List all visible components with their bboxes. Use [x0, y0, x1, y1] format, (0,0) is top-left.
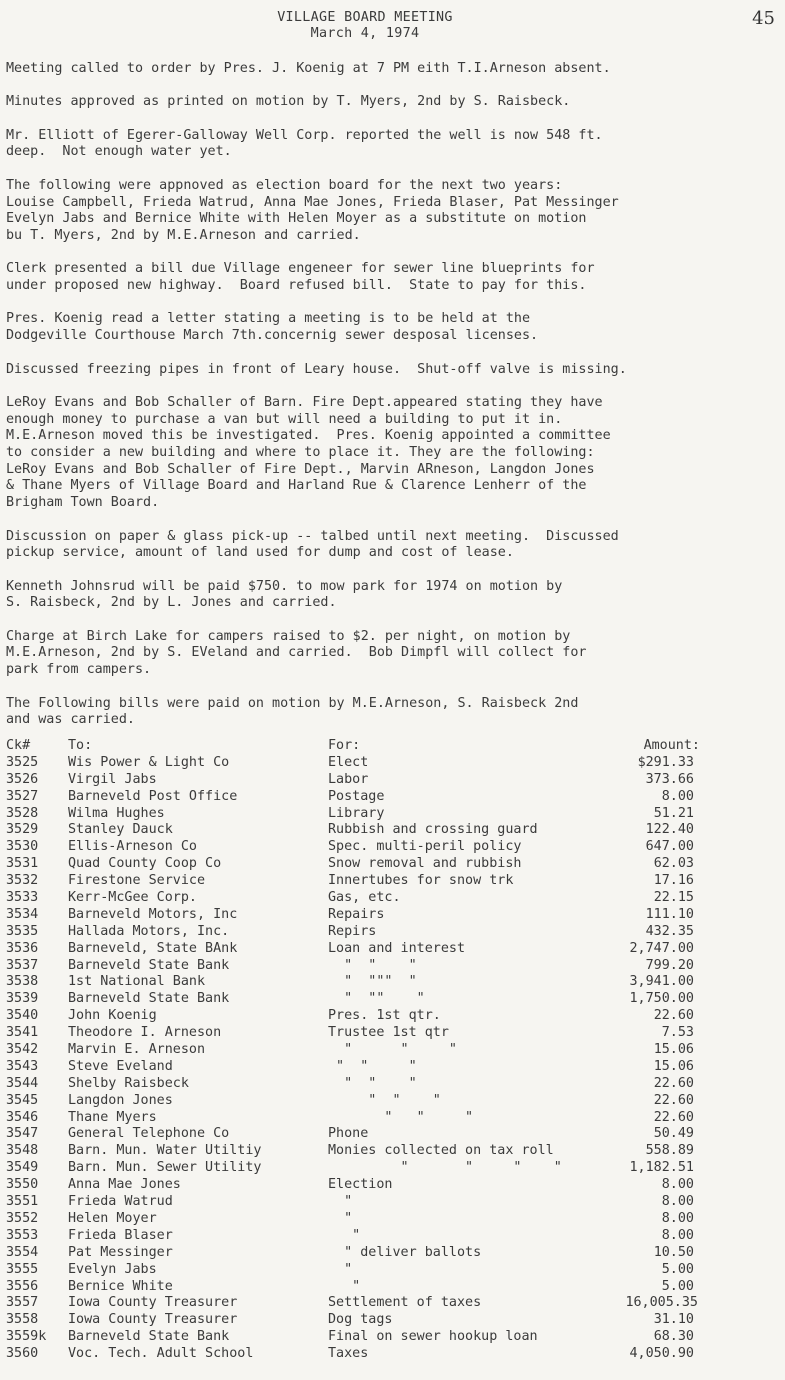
header-amount: Amount:	[643, 738, 700, 753]
payee: Langdon Jones	[68, 1092, 173, 1108]
check-number: 3536	[6, 940, 39, 956]
amount: 22.60	[653, 1092, 694, 1108]
amount: 373.66	[645, 771, 694, 787]
paragraph-bills-intro: The Following bills were paid on motion by M.E.Arneson, S. Raisbeck 2nd and was carried.	[6, 695, 579, 728]
minutes-body	[6, 61, 778, 729]
table-row	[6, 1143, 778, 1160]
payee: Marvin E. Arneson	[68, 1042, 206, 1058]
purpose: Labor	[328, 771, 369, 787]
meeting-date: March 4, 1974	[310, 26, 420, 41]
purpose: Innertubes for snow trk	[328, 873, 514, 889]
payee: Pat Messinger	[68, 1244, 173, 1260]
purpose: " " "	[328, 1075, 417, 1091]
purpose: Monies collected on tax roll	[328, 1143, 554, 1159]
amount: 8.00	[661, 1177, 694, 1193]
amount: 16,005.35	[625, 1295, 698, 1311]
amount: 5.00	[661, 1261, 694, 1277]
amount: 8.00	[661, 1194, 694, 1210]
payee: Bernice White	[68, 1278, 173, 1294]
check-number: 3525	[6, 754, 39, 770]
purpose: Election	[328, 1177, 393, 1193]
check-number: 3553	[6, 1227, 39, 1243]
table-row	[6, 806, 778, 823]
payee: General Telephone Co	[68, 1126, 230, 1142]
check-number: 3548	[6, 1143, 39, 1159]
paragraph-minutes-approved: Minutes approved as printed on motion by T. Myers, 2nd by S. Raisbeck.	[6, 94, 571, 110]
payee: Barn. Mun. Water Utiltiy	[68, 1143, 262, 1159]
amount: 8.00	[661, 1227, 694, 1243]
payee: Iowa County Treasurer	[68, 1295, 238, 1311]
paragraph-fire-dept: LeRoy Evans and Bob Schaller of Barn. Fire Dept.appeared stating they have enough money to purchase a van but will need a building to put it in. M.E.Arneson moved this be investigated. Pres. Koenig appointed a committee to consider a new building and where to place it. They are the following: LeRoy Evans and Bob Schaller of Fire Dept., Marvin ARneson, Langdon Jones & Thane Myers of Village Board and Harland Rue & Clarence Lenherr of the Brigham Town Board.	[6, 394, 611, 511]
purpose: " " " "	[328, 1160, 562, 1176]
amount: 7.53	[661, 1025, 694, 1041]
table-row	[6, 1211, 778, 1228]
purpose: Snow removal and rubbish	[328, 856, 522, 872]
amount: 799.20	[645, 957, 694, 973]
purpose: " " "	[328, 1109, 474, 1125]
check-number: 3554	[6, 1244, 39, 1260]
check-number: 3551	[6, 1194, 39, 1210]
amount: 8.00	[661, 1210, 694, 1226]
amount: 51.21	[653, 805, 694, 821]
table-row	[6, 755, 778, 772]
check-number: 3557	[6, 1295, 39, 1311]
amount: 22.60	[653, 1109, 694, 1125]
purpose: Trustee 1st qtr	[328, 1025, 449, 1041]
table-row	[6, 958, 778, 975]
amount: 10.50	[653, 1244, 694, 1260]
table-row	[6, 822, 778, 839]
payee: Frieda Blaser	[68, 1227, 173, 1243]
payee: Barn. Mun. Sewer Utility	[68, 1160, 262, 1176]
purpose: "	[328, 1261, 353, 1277]
payee: Evelyn Jabs	[68, 1261, 157, 1277]
document-header	[0, 10, 730, 42]
amount: 22.60	[653, 1075, 694, 1091]
amount: $291.33	[637, 754, 694, 770]
amount: 68.30	[653, 1329, 694, 1345]
payee: Wilma Hughes	[68, 805, 165, 821]
paragraph-sewer-meeting: Pres. Koenig read a letter stating a meeting is to be held at the Dodgeville Courthouse March 7th.concernig sewer desposal licenses.	[6, 311, 539, 344]
purpose: "	[328, 1227, 361, 1243]
header-payee: To:	[68, 738, 93, 753]
payee: Steve Eveland	[68, 1058, 173, 1074]
check-number: 3542	[6, 1042, 39, 1058]
amount: 50.49	[653, 1126, 694, 1142]
table-row	[6, 1160, 778, 1177]
payee: Wis Power & Light Co	[68, 754, 230, 770]
check-number: 3546	[6, 1109, 39, 1125]
table-row	[6, 1110, 778, 1127]
payee: Firestone Service	[68, 873, 206, 889]
payee: Helen Moyer	[68, 1210, 157, 1226]
check-number: 3555	[6, 1261, 39, 1277]
table-row	[6, 1262, 778, 1279]
purpose: "	[328, 1194, 353, 1210]
payee: Barneveld Motors, Inc	[68, 906, 238, 922]
purpose: " " "	[328, 1042, 457, 1058]
purpose: Loan and interest	[328, 940, 466, 956]
paragraph-engineer-bill: Clerk presented a bill due Village engeneer for sewer line blueprints for under proposed new highway. Board refused bill. State to pay for this.	[6, 261, 595, 294]
payee: Barneveld Post Office	[68, 788, 238, 804]
table-row	[6, 1329, 778, 1346]
table-row	[6, 1346, 778, 1363]
amount: 122.40	[645, 822, 694, 838]
payee: Barneveld State Bank	[68, 957, 230, 973]
check-number: 3528	[6, 805, 39, 821]
purpose: Phone	[328, 1126, 369, 1142]
table-row	[6, 1312, 778, 1329]
table-row	[6, 941, 778, 958]
amount: 22.60	[653, 1008, 694, 1024]
amount: 4,050.90	[629, 1346, 694, 1362]
amount: 111.10	[645, 906, 694, 922]
amount: 5.00	[661, 1278, 694, 1294]
purpose: Library	[328, 805, 385, 821]
purpose: Spec. multi-peril policy	[328, 839, 522, 855]
check-number: 3538	[6, 974, 39, 990]
table-row	[6, 890, 778, 907]
check-number: 3541	[6, 1025, 39, 1041]
check-number: 3550	[6, 1177, 39, 1193]
header-purpose: For:	[328, 738, 361, 753]
purpose: Repirs	[328, 923, 377, 939]
table-row	[6, 1228, 778, 1245]
payee: Hallada Motors, Inc.	[68, 923, 230, 939]
table-row	[6, 1025, 778, 1042]
table-row	[6, 924, 778, 941]
payee: Ellis-Arneson Co	[68, 839, 197, 855]
purpose: Dog tags	[328, 1312, 393, 1328]
table-row	[6, 1076, 778, 1093]
payee: Stanley Dauck	[68, 822, 173, 838]
paragraph-paper-glass: Discussion on paper & glass pick-up -- talbed until next meeting. Discussed pickup service, amount of land used for dump and cost of lease.	[6, 528, 619, 561]
purpose: Final on sewer hookup loan	[328, 1329, 538, 1345]
payee: Shelby Raisbeck	[68, 1075, 189, 1091]
payee: 1st National Bank	[68, 974, 206, 990]
check-number: 3529	[6, 822, 39, 838]
check-number: 3539	[6, 991, 39, 1007]
check-number: 3534	[6, 906, 39, 922]
check-number: 3535	[6, 923, 39, 939]
amount: 17.16	[653, 873, 694, 889]
table-row	[6, 856, 778, 873]
check-number: 3537	[6, 957, 39, 973]
payee: Barneveld State Bank	[68, 991, 230, 1007]
payee: Quad County Coop Co	[68, 856, 222, 872]
bills-table-header	[6, 738, 778, 755]
payee: Iowa County Treasurer	[68, 1312, 238, 1328]
paragraph-freezing-pipes: Discussed freezing pipes in front of Leary house. Shut-off valve is missing.	[6, 361, 627, 377]
table-row	[6, 1279, 778, 1296]
payee: Voc. Tech. Adult School	[68, 1346, 254, 1362]
table-row	[6, 991, 778, 1008]
purpose: "	[328, 1278, 361, 1294]
amount: 1,750.00	[629, 991, 694, 1007]
purpose: Taxes	[328, 1346, 369, 1362]
payee: Anna Mae Jones	[68, 1177, 181, 1193]
amount: 15.06	[653, 1058, 694, 1074]
payee: John Koenig	[68, 1008, 157, 1024]
page-number: 45	[752, 8, 775, 29]
purpose: " " "	[328, 1092, 441, 1108]
purpose: Repairs	[328, 906, 385, 922]
table-row	[6, 873, 778, 890]
paragraph-park-mowing: Kenneth Johnsrud will be paid $750. to mow park for 1974 on motion by S. Raisbeck, 2nd by L. Jones and carried.	[6, 578, 563, 611]
check-number: 3531	[6, 856, 39, 872]
check-number: 3530	[6, 839, 39, 855]
amount: 15.06	[653, 1042, 694, 1058]
payee: Barneveld State Bank	[68, 1329, 230, 1345]
amount: 62.03	[653, 856, 694, 872]
table-row	[6, 1126, 778, 1143]
table-row	[6, 1008, 778, 1025]
check-number: 3544	[6, 1075, 39, 1091]
payee: Barneveld, State BAnk	[68, 940, 238, 956]
purpose: Pres. 1st qtr.	[328, 1008, 441, 1024]
payee: Frieda Watrud	[68, 1194, 173, 1210]
table-row	[6, 1295, 778, 1312]
amount: 31.10	[653, 1312, 694, 1328]
amount: 1,182.51	[629, 1160, 694, 1176]
payee: Kerr-McGee Corp.	[68, 890, 197, 906]
check-number: 3559k	[6, 1329, 47, 1345]
check-number: 3552	[6, 1210, 39, 1226]
paragraph-election-board: The following were appnoved as election board for the next two years: Louise Campbell, Frieda Watrud, Anna Mae Jones, Frieda Blaser, Pat Messinger Evelyn Jabs and Bernice White with Helen Moyer as a substitute on motion bu T. Myers, 2nd by M.E.Arneson and carried.	[6, 177, 619, 243]
purpose: Rubbish and crossing guard	[328, 822, 538, 838]
check-number: 3545	[6, 1092, 39, 1108]
check-number: 3527	[6, 788, 39, 804]
table-row	[6, 772, 778, 789]
check-number: 3549	[6, 1160, 39, 1176]
purpose: "	[328, 1210, 353, 1226]
check-number: 3533	[6, 890, 39, 906]
table-row	[6, 839, 778, 856]
purpose: " " "	[328, 1058, 417, 1074]
table-row	[6, 1059, 778, 1076]
check-number: 3558	[6, 1312, 39, 1328]
paragraph-campers-charge: Charge at Birch Lake for campers raised to $2. per night, on motion by M.E.Arneson, 2nd by S. EVeland and carried. Bob Dimpfl will collect for park from campers.	[6, 628, 587, 678]
table-row	[6, 1194, 778, 1211]
check-number: 3547	[6, 1126, 39, 1142]
check-number: 3560	[6, 1346, 39, 1362]
header-check-number: Ck#	[6, 738, 31, 753]
purpose: Settlement of taxes	[328, 1295, 482, 1311]
purpose: " "" "	[328, 991, 425, 1007]
purpose: " deliver ballots	[328, 1244, 482, 1260]
amount: 647.00	[645, 839, 694, 855]
table-row	[6, 974, 778, 991]
purpose: " """ "	[328, 974, 417, 990]
bills-table	[6, 738, 778, 1363]
purpose: Postage	[328, 788, 385, 804]
check-number: 3543	[6, 1058, 39, 1074]
table-row	[6, 789, 778, 806]
amount: 432.35	[645, 923, 694, 939]
table-row	[6, 1042, 778, 1059]
table-row	[6, 907, 778, 924]
amount: 3,941.00	[629, 974, 694, 990]
amount: 22.15	[653, 890, 694, 906]
purpose: " " "	[328, 957, 417, 973]
payee: Virgil Jabs	[68, 771, 157, 787]
check-number: 3540	[6, 1008, 39, 1024]
amount: 8.00	[661, 788, 694, 804]
payee: Theodore I. Arneson	[68, 1025, 222, 1041]
amount: 558.89	[645, 1143, 694, 1159]
payee: Thane Myers	[68, 1109, 157, 1125]
purpose: Gas, etc.	[328, 890, 401, 906]
table-row	[6, 1093, 778, 1110]
check-number: 3526	[6, 771, 39, 787]
table-row	[6, 1245, 778, 1262]
meeting-title: VILLAGE BOARD MEETING	[277, 10, 453, 25]
paragraph-well-report: Mr. Elliott of Egerer-Galloway Well Corp. reported the well is now 548 ft. deep. Not enough water yet.	[6, 127, 603, 160]
check-number: 3532	[6, 873, 39, 889]
check-number: 3556	[6, 1278, 39, 1294]
purpose: Elect	[328, 754, 369, 770]
amount: 2,747.00	[629, 940, 694, 956]
table-row	[6, 1177, 778, 1194]
paragraph-call-to-order: Meeting called to order by Pres. J. Koenig at 7 PM eith T.I.Arneson absent.	[6, 61, 611, 76]
